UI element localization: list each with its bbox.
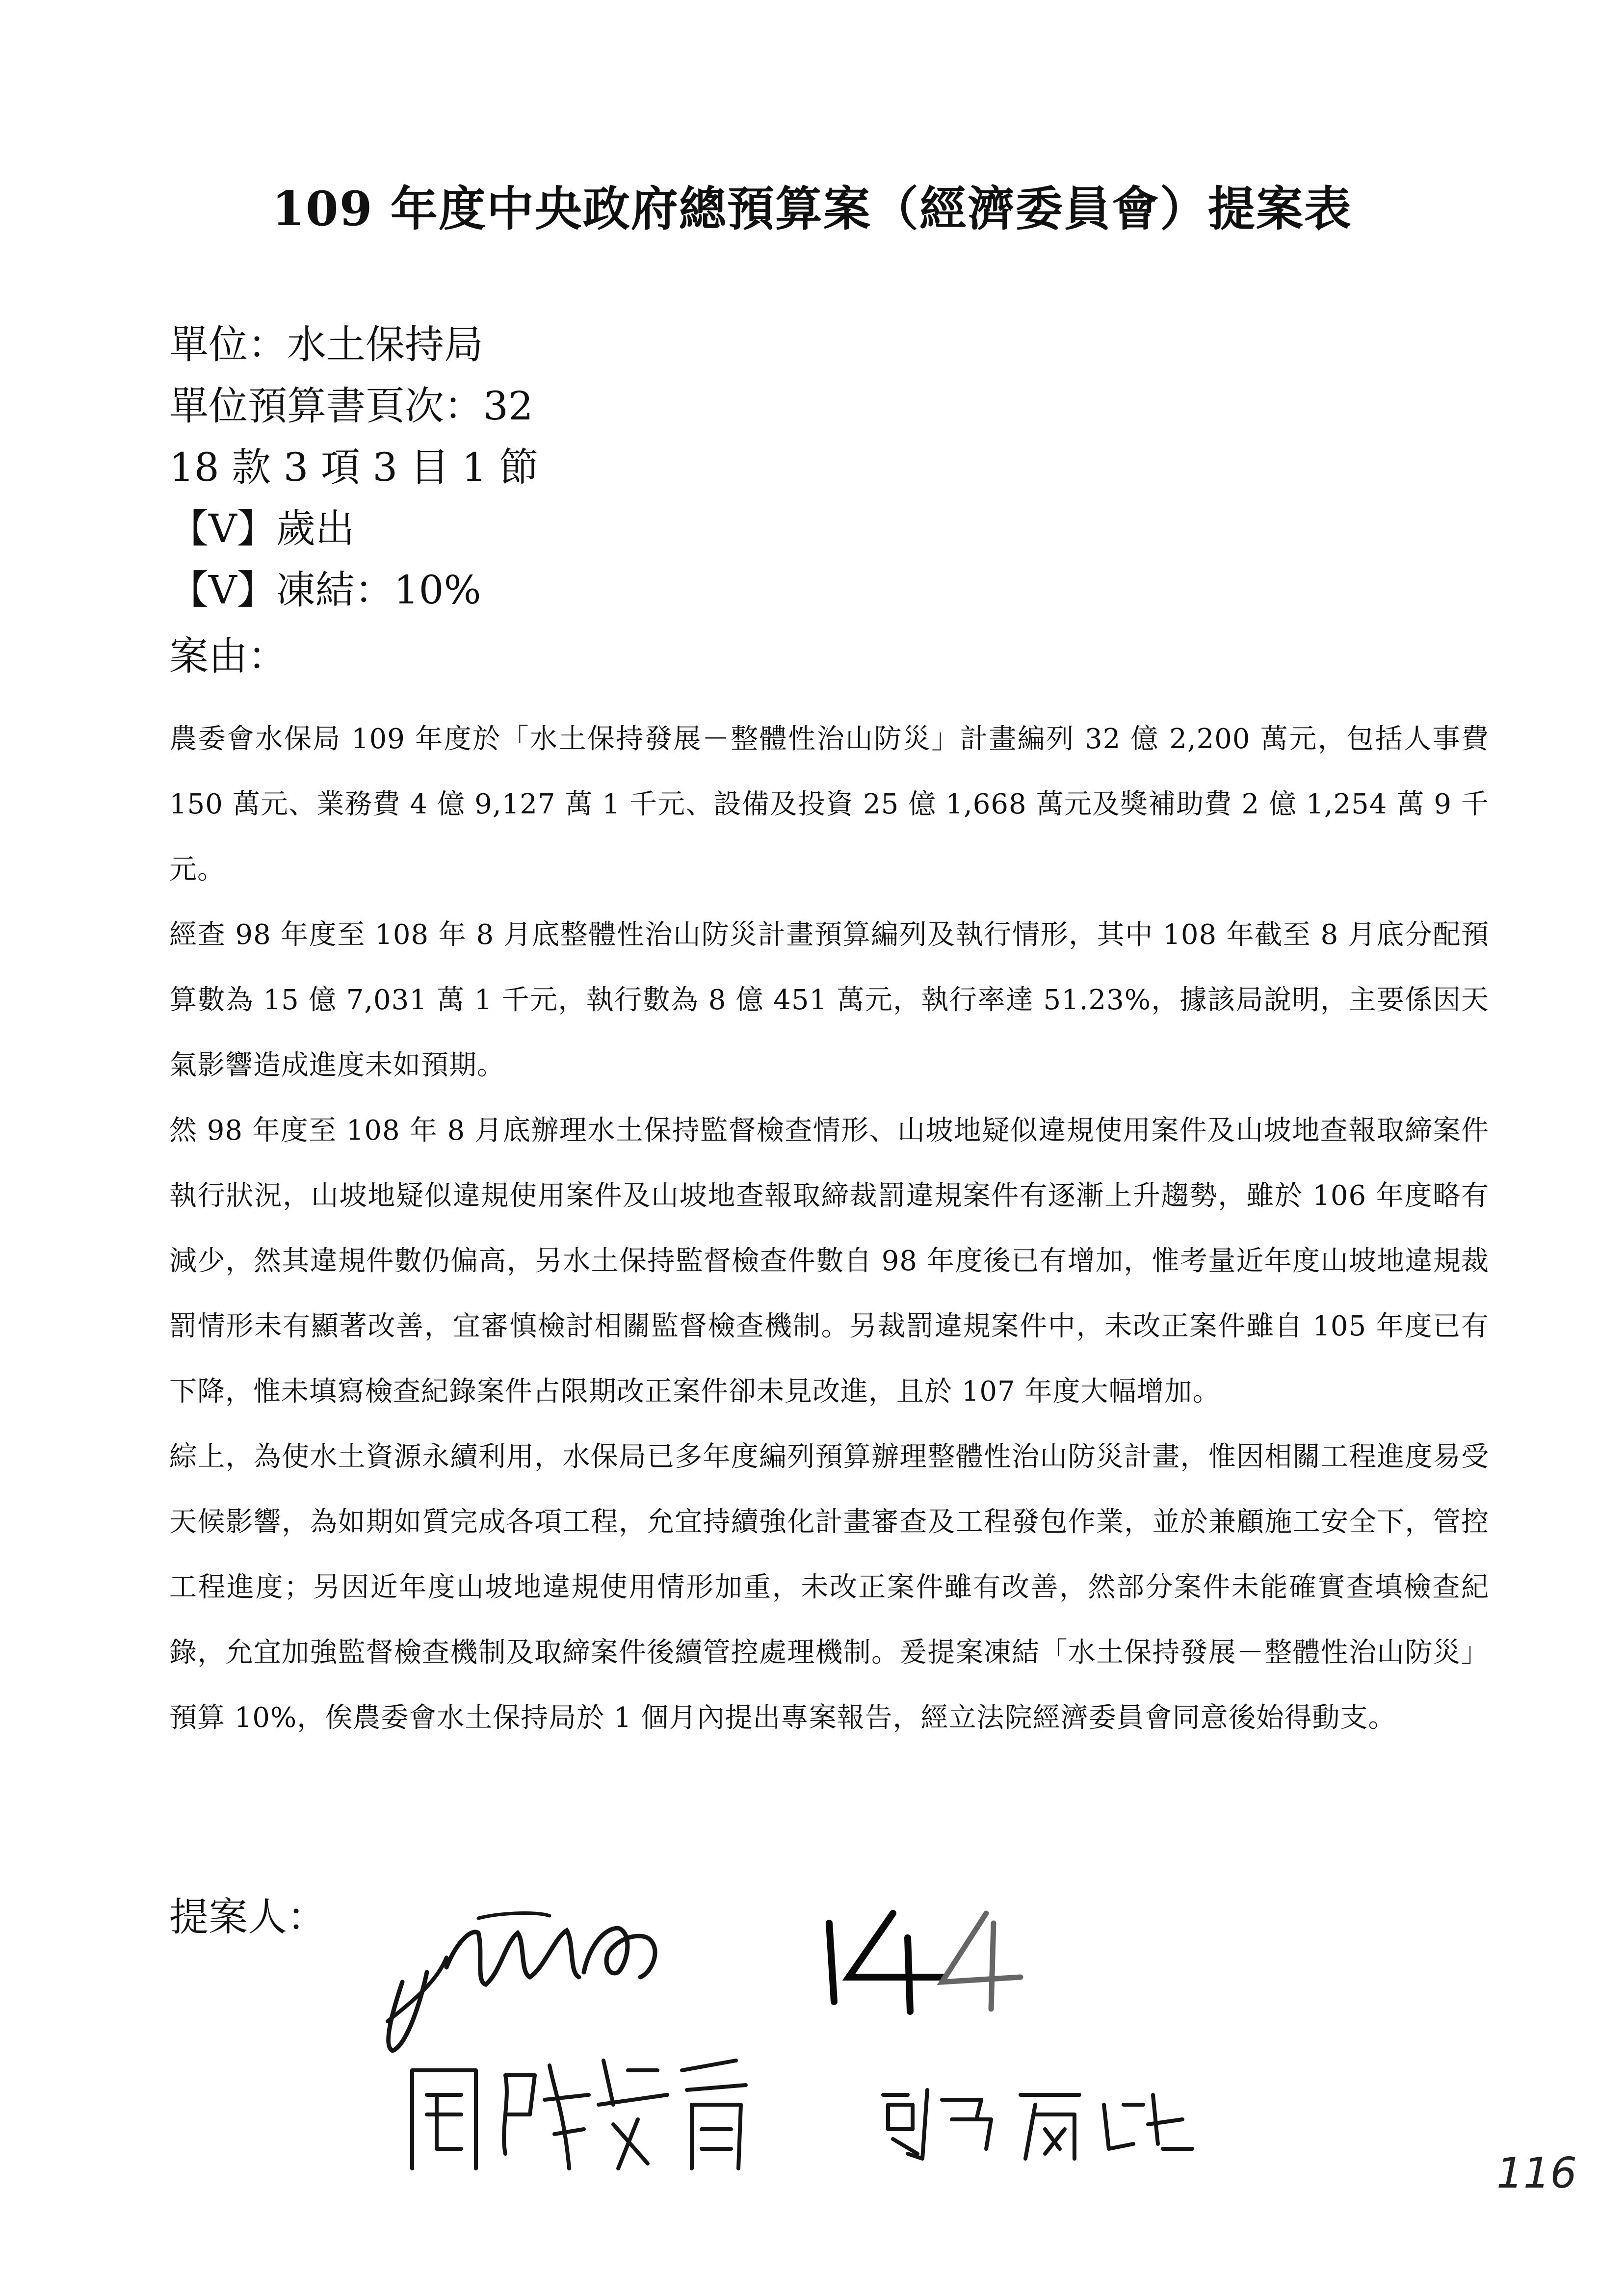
paragraph-4: 綜上，為使水土資源永續利用，水保局已多年度編列預算辦理整體性治山防災計畫，惟因相關工程進度易受天候影響，為如期如質完成各項工程，允宜持續強化計畫審查及工程發包作業，並於兼顧施工安全下，管控工程進度；另因近年度山坡地違規使用情形加重，未改正案件雖有改善，然部分案件未能確實查填檢查紀錄，允宜加強監督檢查機制及取締案件後續管控處理機制。爰提案凍結「水土保持發展－整體性治山防災」預算 10%，俟農委會水土保持局於 1 個月內提出專案報告，經立法院經濟委員會同意後始得動支。 [169,1441,1489,1734]
signature-1 [373,1899,697,2061]
paragraph-1: 農委會水保局 109 年度於「水土保持發展－整體性治山防災」計畫編列 32 億 2,200 萬元，包括人事費 150 萬元、業務費 4 億 9,127 萬 1 千元、設備及投資 25 億 1,668 萬元及獎補助費 2 億 1,254 萬 9 千元。 [169,723,1489,886]
proposer-label: 提案人： [169,1894,326,1940]
document-title: 109 年度中央政府總預算案（經濟委員會）提案表 [272,181,1352,236]
expenditure-checkbox-line: 【V】歲出 [169,506,355,551]
paragraph-3: 然 98 年度至 108 年 8 月底辦理水土保持監督檢查情形、山坡地疑似違規使用案件及山坡地查報取締案件執行狀況，山坡地疑似違規使用案件及山坡地查報取締裁罰違規案件有逐漸上升趨勢，雖於 106 年度略有減少，然其違規件數仍偏高，另水土保持監督檢查件數自 98 年度後已有增加，惟考量近年度山坡地違規裁罰情形未有顯著改善，宜審慎檢討相關監督檢查機制。另裁罰違規案件中，未改正案件雖自 105 年度已有下降，惟未填寫檢查紀錄案件占限期改正案件卻未見改進，且於 107 年度大幅增加。 [169,1115,1489,1408]
budget-page-line: 單位預算書頁次：32 [169,383,533,429]
unit-line: 單位：水土保持局 [169,322,483,367]
meta-block [169,314,1494,621]
freeze-checkbox-line: 【V】凍結：10% [169,567,481,613]
handwritten-number [795,1904,1050,2021]
page-number: 116 [1496,2149,1577,2198]
paragraph-2: 經查 98 年度至 108 年 8 月底整體性治山防災計畫預算編列及執行情形，其中 108 年截至 8 月底分配預算數為 15 億 7,031 萬 1 千元，執行數為 8 億 451 萬元，執行率達 51.23%，據該局說明，主要係因天氣影響造成進度未如預期。 [169,919,1489,1081]
reason-body [169,706,1489,1750]
signature-2-drawing [393,2041,775,2188]
section-line: 18 款 3 項 3 目 1 節 [169,444,539,490]
signature-2 [393,2041,775,2188]
signature-3-drawing [868,2075,1212,2173]
signature-1-drawing [373,1899,697,2061]
signature-3 [868,2075,1212,2173]
handwritten-number-drawing [795,1904,1050,2021]
reason-label: 案由： [169,633,287,679]
